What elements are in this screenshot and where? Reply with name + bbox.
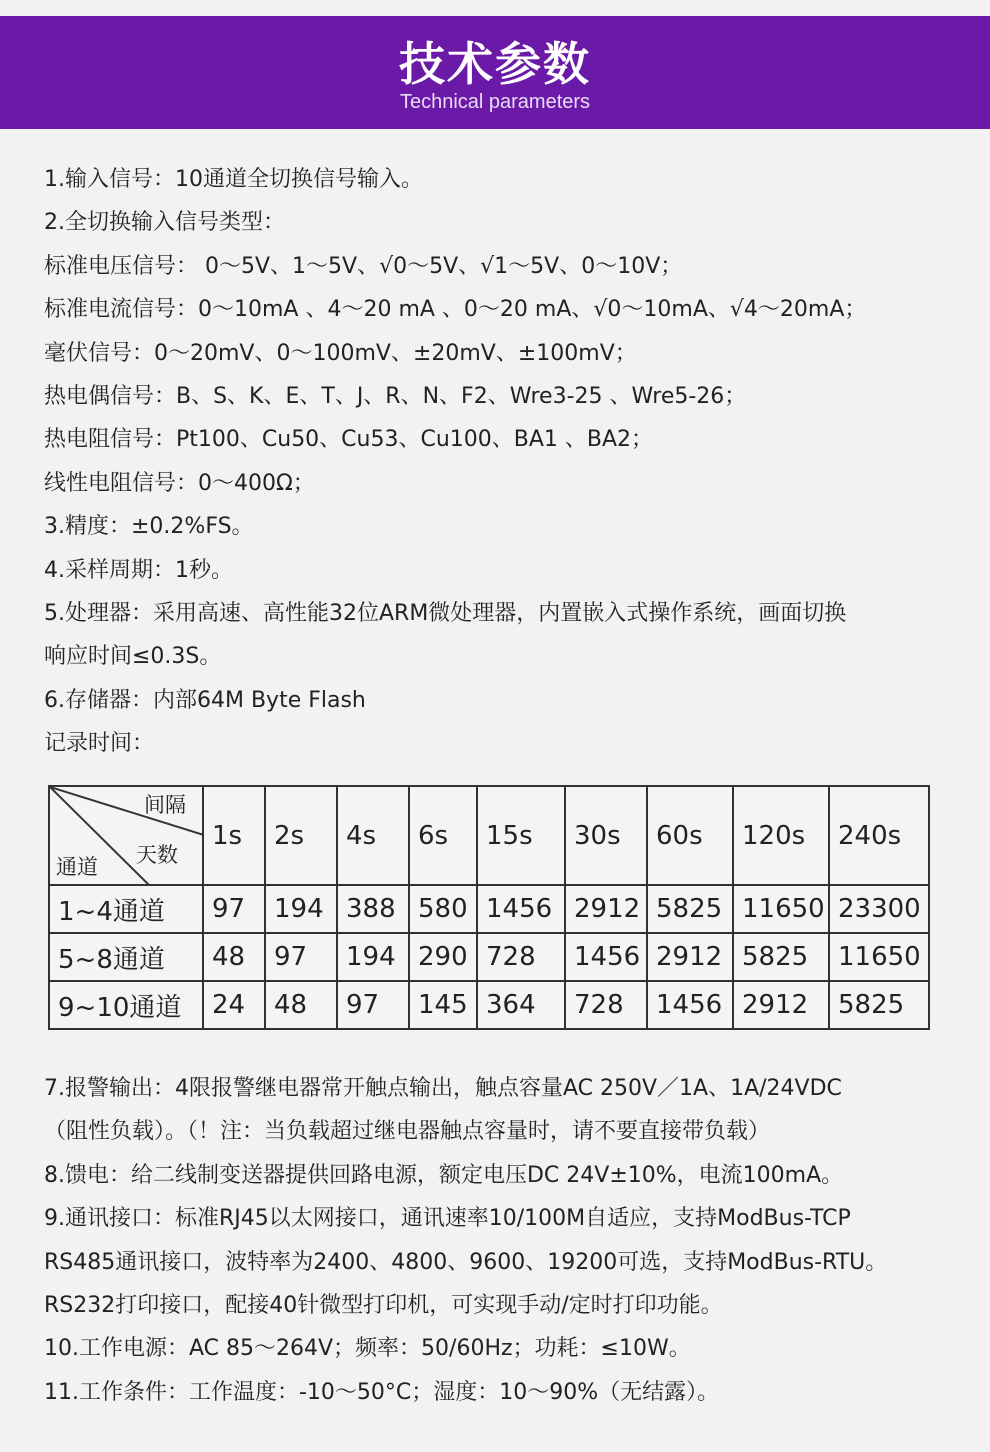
row-label: 1~4通道 [49,885,203,933]
spec-list-2 [44,1067,964,1414]
spec-line: 2.全切换输入信号类型： [44,210,285,236]
table-corner-cell [49,786,203,885]
spec-line: 5.处理器：采用高速、高性能32位ARM微处理器，内置嵌入式操作系统，画面切换 [44,600,847,626]
table-cell: 728 [477,933,565,981]
column-header: 120s [733,786,829,885]
corner-days-label: 天数 [136,843,178,867]
corner-interval-label: 间隔 [144,793,186,817]
table-row [49,981,929,1029]
table-cell: 5825 [647,885,733,933]
column-header: 2s [265,786,337,885]
column-header: 6s [409,786,477,885]
title-banner [0,16,990,129]
table-cell: 5825 [733,933,829,981]
table-cell: 11650 [829,933,929,981]
spec-line: 毫伏信号：0～20mV、0～100mV、±20mV、±100mV； [44,340,637,366]
spec-line: 8.馈电：给二线制变送器提供回路电源，额定电压DC 24V±10%，电流100mA。 [44,1162,844,1188]
row-label: 5~8通道 [49,933,203,981]
table-cell: 2912 [565,885,647,933]
table-row [49,933,929,981]
column-header: 4s [337,786,409,885]
table-cell: 97 [337,981,409,1029]
table-cell: 364 [477,981,565,1029]
spec-line: 标准电压信号： 0～5V、1～5V、√0～5V、√1～5V、0～10V； [44,253,683,279]
spec-line: 线性电阻信号：0～400Ω； [44,470,315,496]
table-header-row [49,786,929,885]
spec-line: 标准电流信号：0～10mA 、4～20 mA 、0～20 mA、√0～10mA、√4～20mA； [44,297,867,323]
spec-line: RS232打印接口，配接40针微型打印机，可实现手动/定时打印功能。 [44,1292,723,1318]
table-cell: 11650 [733,885,829,933]
table-cell: 145 [409,981,477,1029]
spec-list-1 [44,158,954,765]
table-cell: 5825 [829,981,929,1029]
record-time-table [48,785,930,1030]
table-cell: 580 [409,885,477,933]
row-label: 9~10通道 [49,981,203,1029]
spec-line: 7.报警输出：4限报警继电器常开触点输出，触点容量AC 250V／1A、1A/24VDC [44,1076,842,1101]
column-header: 60s [647,786,733,885]
corner-channel-label: 通道 [56,855,98,879]
column-header: 15s [477,786,565,885]
table-cell: 97 [265,933,337,981]
table-cell: 728 [565,981,647,1029]
table-cell: 2912 [647,933,733,981]
table-cell: 23300 [829,885,929,933]
table-cell: 1456 [565,933,647,981]
table-row [49,885,929,933]
table-cell: 97 [203,885,265,933]
table-cell: 2912 [733,981,829,1029]
table-cell: 194 [265,885,337,933]
column-header: 1s [203,786,265,885]
spec-line: 热电阻信号：Pt100、Cu50、Cu53、Cu100、BA1 、BA2； [44,427,654,453]
table-cell: 194 [337,933,409,981]
page-subtitle: Technical parameters [399,91,591,113]
spec-line: 6.存储器：内部64M Byte Flash [44,687,366,713]
spec-line: 9.通讯接口：标准RJ45以太网接口，通讯速率10/100M自适应，支持ModBus-TCP [44,1206,851,1232]
table-cell: 48 [265,981,337,1029]
spec-line: 记录时间： [44,731,155,757]
spec-line: RS485通讯接口，波特率为2400、4800、9600、19200可选，支持ModBus-RTU。 [44,1249,888,1275]
spec-line: 4.采样周期：1秒。 [44,557,233,583]
table-cell: 1456 [647,981,733,1029]
spec-line: 热电偶信号：B、S、K、E、T、J、R、N、F2、Wre3-25 、Wre5-26； [44,383,747,409]
table-cell: 290 [409,933,477,981]
table-cell: 1456 [477,885,565,933]
spec-line: （阻性负载）。（！注：当负载超过继电器触点容量时，请不要直接带负载） [44,1119,771,1145]
spec-line: 3.精度：±0.2%FS。 [44,514,254,540]
spec-line: 11.工作条件：工作温度：-10～50°C；湿度：10～90%（无结露）。 [44,1379,720,1405]
spec-line: 响应时间≤0.3S。 [44,644,222,670]
column-header: 30s [565,786,647,885]
table-cell: 388 [337,885,409,933]
spec-line: 1.输入信号：10通道全切换信号输入。 [44,167,423,192]
spec-line: 10.工作电源：AC 85～264V；频率：50/60Hz；功耗：≤10W。 [44,1336,691,1362]
table-cell: 24 [203,981,265,1029]
page-title: 技术参数 [399,37,591,91]
column-header: 240s [829,786,929,885]
table-cell: 48 [203,933,265,981]
